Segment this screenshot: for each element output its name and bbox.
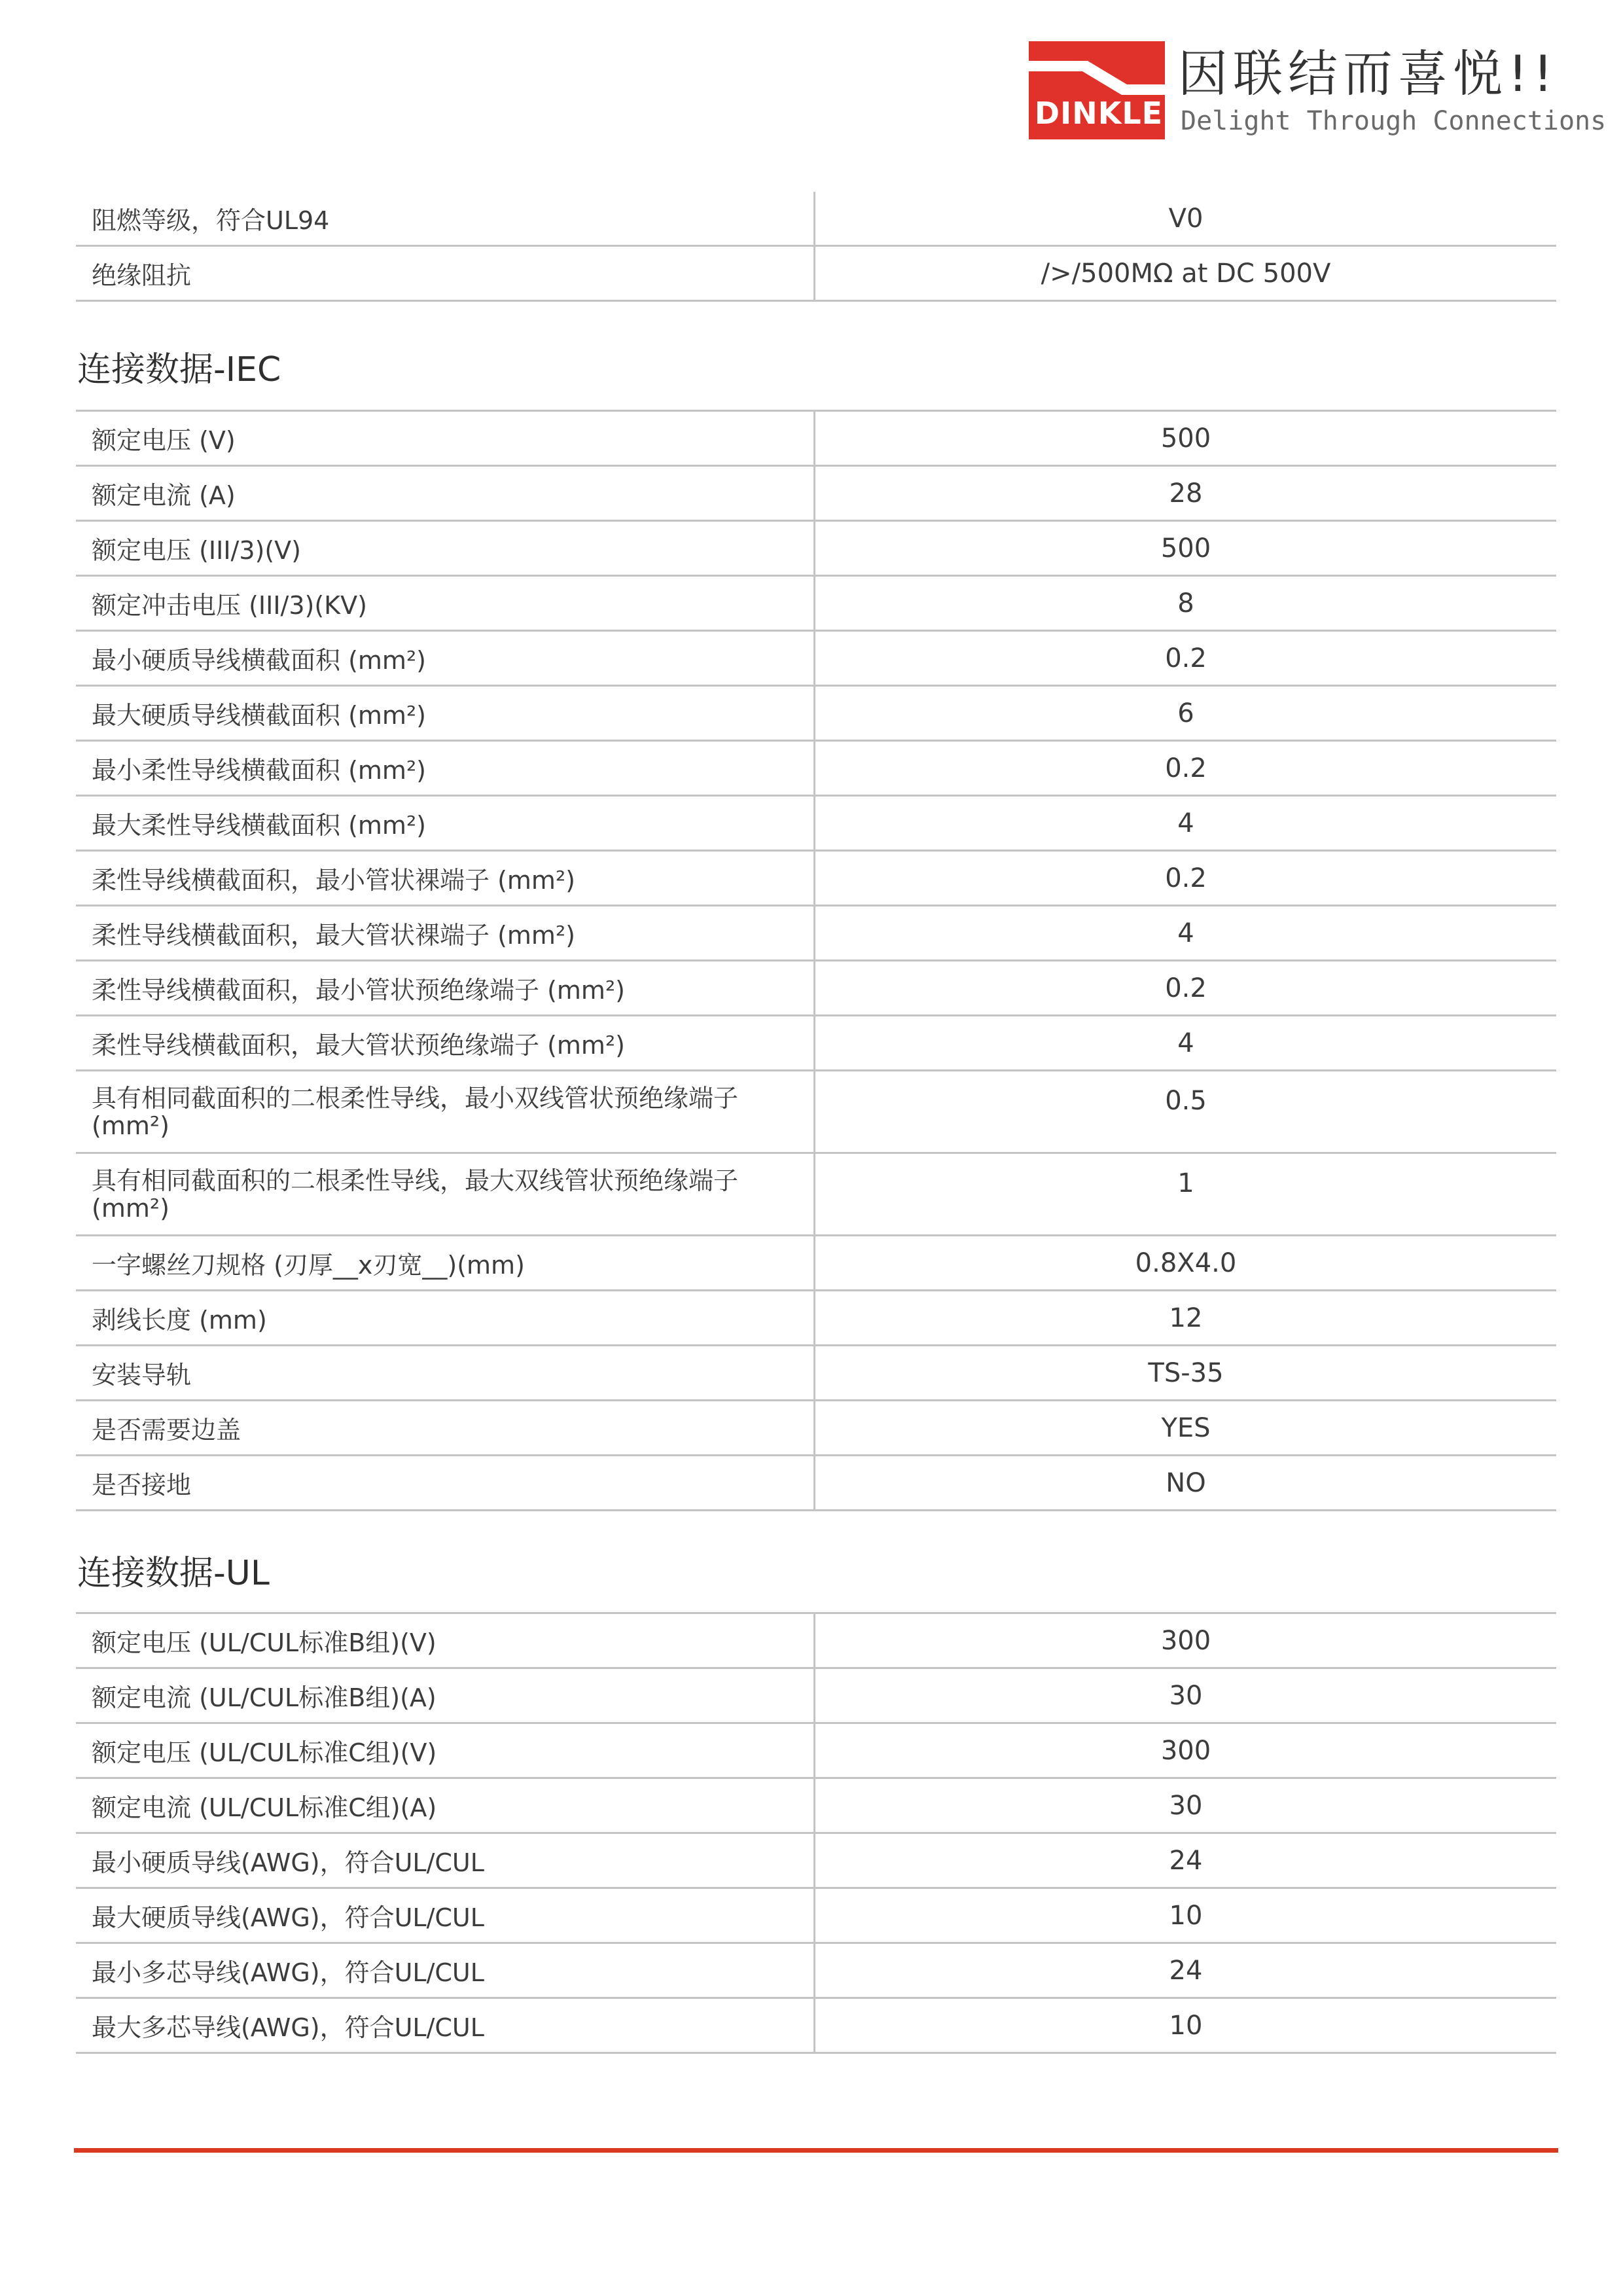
row-value: 1 xyxy=(1177,1168,1194,1198)
table-row xyxy=(76,961,1556,1016)
row-value: 500 xyxy=(1160,533,1211,564)
row-value: 0.2 xyxy=(1165,753,1207,783)
row-value: />/500MΩ at DC 500V xyxy=(1041,258,1331,289)
row-value: 10 xyxy=(1169,1900,1203,1931)
iec-spec-table xyxy=(76,410,1556,1511)
table-row xyxy=(76,1016,1556,1071)
row-label: 最大多芯导线(AWG)，符合UL/CUL xyxy=(76,1999,815,2052)
row-label: 额定电流 (A) xyxy=(76,467,815,520)
table-row xyxy=(76,687,1556,742)
row-label: 绝缘阻抗 xyxy=(76,247,815,300)
row-value: YES xyxy=(1161,1412,1211,1443)
table-row xyxy=(76,1724,1556,1779)
row-value: 0.2 xyxy=(1165,643,1207,673)
row-value: 28 xyxy=(1169,478,1203,509)
row-label: 最大硬质导线横截面积 (mm²) xyxy=(76,687,815,740)
row-label: 最大硬质导线(AWG)，符合UL/CUL xyxy=(76,1889,815,1942)
table-row xyxy=(76,412,1556,467)
table-row xyxy=(76,577,1556,632)
table-row xyxy=(76,1401,1556,1456)
row-value: 300 xyxy=(1160,1625,1211,1656)
table-row xyxy=(76,522,1556,577)
row-value: 24 xyxy=(1169,1845,1203,1876)
table-row xyxy=(76,467,1556,522)
row-label: 具有相同截面积的二根柔性导线，最大双线管状预绝缘端子 (mm²) xyxy=(76,1154,815,1234)
row-label: 额定电压 (UL/CUL标准C组)(V) xyxy=(76,1724,815,1777)
row-label: 额定电压 (V) xyxy=(76,412,815,465)
row-value: 300 xyxy=(1160,1735,1211,1766)
row-value: TS-35 xyxy=(1148,1357,1224,1388)
brand-name: DINKLE xyxy=(1034,96,1164,131)
row-value: 8 xyxy=(1177,588,1194,619)
row-label: 安装导轨 xyxy=(76,1346,815,1399)
row-label: 是否接地 xyxy=(76,1456,815,1509)
row-label: 具有相同截面积的二根柔性导线，最小双线管状预绝缘端子 (mm²) xyxy=(76,1071,815,1152)
row-value: NO xyxy=(1166,1467,1206,1498)
row-value: 30 xyxy=(1169,1680,1203,1711)
table-row xyxy=(76,632,1556,687)
row-label: 额定电流 (UL/CUL标准B组)(A) xyxy=(76,1669,815,1722)
table-row xyxy=(76,906,1556,961)
table-row xyxy=(76,1236,1556,1291)
table-row xyxy=(76,1669,1556,1724)
row-label: 最小多芯导线(AWG)，符合UL/CUL xyxy=(76,1944,815,1997)
row-label: 最大柔性导线横截面积 (mm²) xyxy=(76,797,815,850)
slogan-english: Delight Through Connections xyxy=(1181,106,1607,136)
table-row xyxy=(76,1889,1556,1944)
row-value: 4 xyxy=(1177,808,1194,838)
row-label: 柔性导线横截面积，最小管状预绝缘端子 (mm²) xyxy=(76,961,815,1014)
row-label: 柔性导线横截面积，最大管状预绝缘端子 (mm²) xyxy=(76,1016,815,1069)
table-row xyxy=(76,1291,1556,1346)
ul-spec-table xyxy=(76,1612,1556,2054)
row-value: 10 xyxy=(1169,2010,1203,2041)
row-value: 4 xyxy=(1177,918,1194,948)
row-label: 最小柔性导线横截面积 (mm²) xyxy=(76,742,815,795)
slogan-chinese: 因联结而喜悦!! xyxy=(1178,45,1558,103)
table-row xyxy=(76,1999,1556,2054)
table-row xyxy=(76,1154,1556,1236)
table-row xyxy=(76,247,1556,302)
table-row xyxy=(76,1071,1556,1154)
row-value: 4 xyxy=(1177,1028,1194,1058)
row-label: 阻燃等级，符合UL94 xyxy=(76,192,815,245)
row-value: 24 xyxy=(1169,1955,1203,1986)
row-label: 最小硬质导线横截面积 (mm²) xyxy=(76,632,815,685)
row-value: 0.2 xyxy=(1165,973,1207,1003)
table-row xyxy=(76,742,1556,797)
row-value: 0.2 xyxy=(1165,863,1207,893)
row-value: 30 xyxy=(1169,1790,1203,1821)
row-value: 500 xyxy=(1160,423,1211,454)
row-label: 额定电压 (UL/CUL标准B组)(V) xyxy=(76,1614,815,1667)
row-value: 0.5 xyxy=(1165,1086,1207,1116)
row-label: 是否需要边盖 xyxy=(76,1401,815,1454)
footer-divider xyxy=(74,2148,1558,2153)
row-label: 剥线长度 (mm) xyxy=(76,1291,815,1344)
row-label: 最小硬质导线(AWG)，符合UL/CUL xyxy=(76,1834,815,1887)
row-label: 柔性导线横截面积，最小管状裸端子 (mm²) xyxy=(76,852,815,905)
table-row xyxy=(76,797,1556,852)
row-label: 额定电流 (UL/CUL标准C组)(A) xyxy=(76,1779,815,1832)
table-row xyxy=(76,1614,1556,1669)
table-row xyxy=(76,1779,1556,1834)
table-row xyxy=(76,1834,1556,1889)
table-row xyxy=(76,852,1556,906)
row-value: 0.8X4.0 xyxy=(1135,1247,1237,1278)
section-title-ul: 连接数据-UL xyxy=(77,1554,270,1593)
row-value: 6 xyxy=(1177,698,1194,728)
row-label: 柔性导线横截面积，最大管状裸端子 (mm²) xyxy=(76,906,815,960)
general-spec-table xyxy=(76,192,1556,302)
table-row xyxy=(76,1456,1556,1511)
table-row xyxy=(76,1346,1556,1401)
table-row xyxy=(76,192,1556,247)
row-label: 额定冲击电压 (III/3)(KV) xyxy=(76,577,815,630)
row-value: V0 xyxy=(1168,203,1204,234)
table-row xyxy=(76,1944,1556,1999)
row-value: 12 xyxy=(1169,1302,1203,1333)
section-title-iec: 连接数据-IEC xyxy=(77,350,281,389)
row-label: 额定电压 (III/3)(V) xyxy=(76,522,815,575)
row-label: 一字螺丝刀规格 (刃厚__x刃宽__)(mm) xyxy=(76,1236,815,1289)
